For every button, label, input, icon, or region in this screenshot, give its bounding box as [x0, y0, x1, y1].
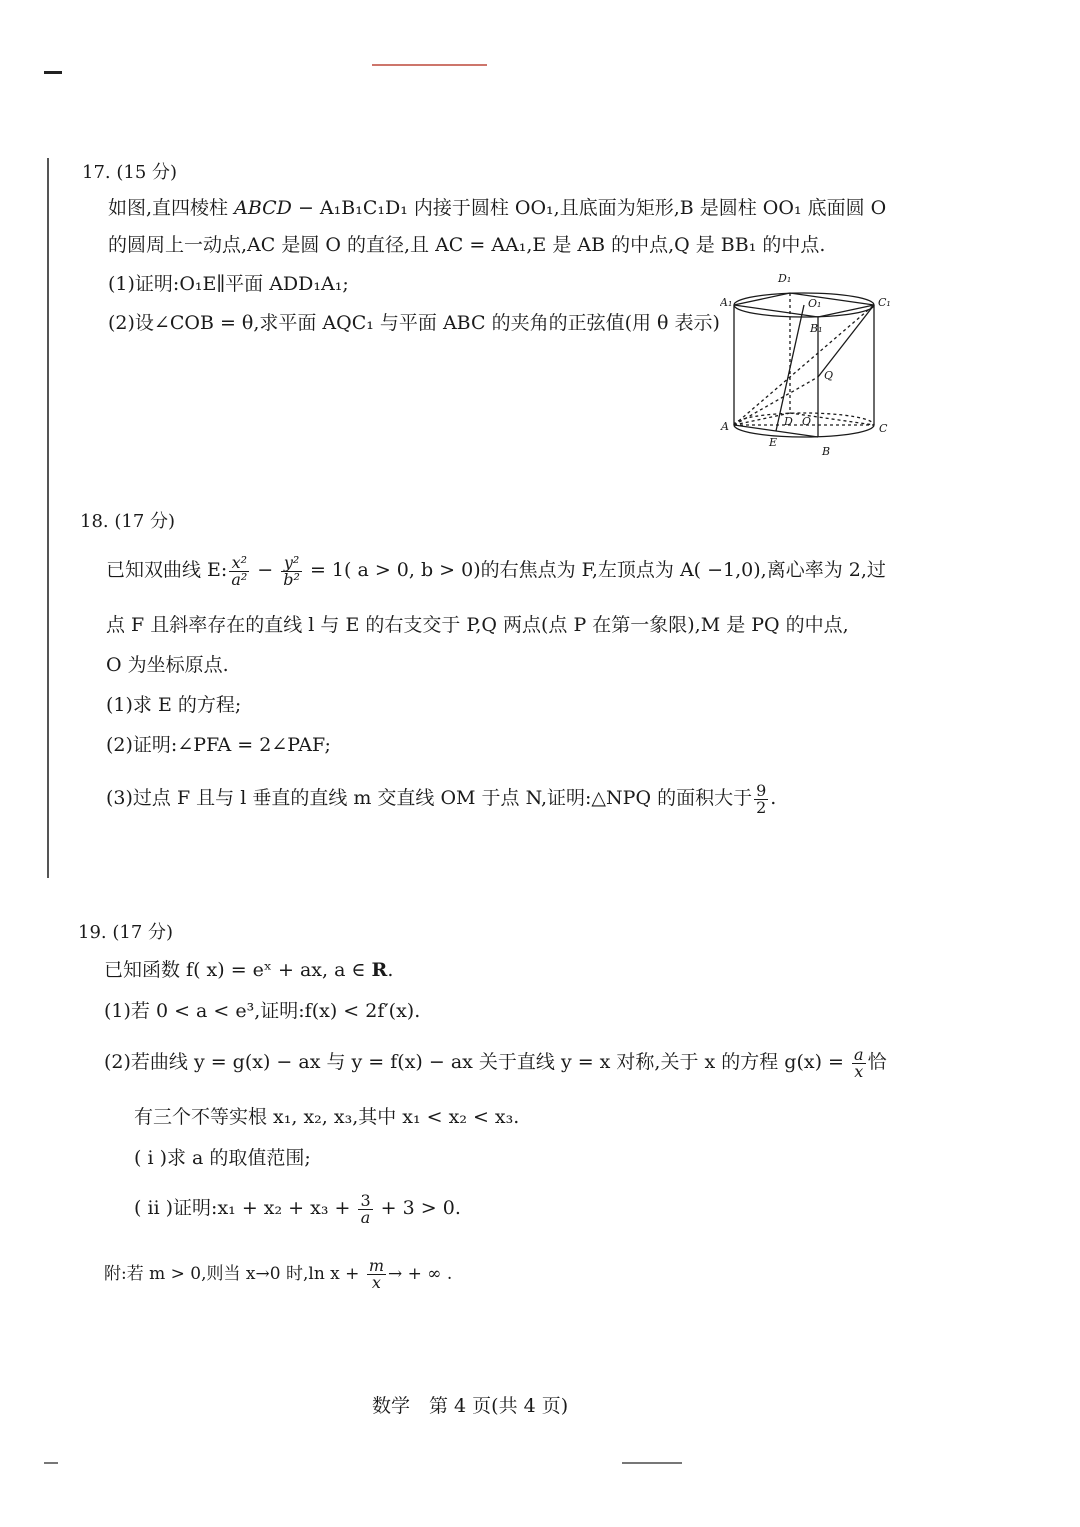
- q18-minus: −: [251, 559, 280, 581]
- frac4-den: x: [854, 1061, 864, 1081]
- fraction-x2-a2: [229, 552, 249, 589]
- cylinder-figure: [720, 268, 900, 463]
- q17-part-2: (2)设∠COB = θ,求平面 AQC₁ 与平面 ABC 的夹角的正弦值(用 θ 表示): [108, 312, 720, 334]
- frac5-den: a: [360, 1207, 371, 1227]
- scan-mark-left-bottom: [44, 1462, 58, 1464]
- fraction-3-a: [358, 1190, 372, 1227]
- q19-line-1-end: .: [387, 959, 394, 981]
- fig-label-c1: C₁: [878, 296, 891, 309]
- q19-note-end: → + ∞ .: [387, 1264, 453, 1284]
- fig-label-e: E: [769, 436, 778, 449]
- fig-label-d1: D₁: [778, 272, 792, 285]
- frac2-den: b²: [283, 569, 300, 589]
- fig-label-a1: A₁: [720, 296, 733, 309]
- line-a-c1: [734, 305, 874, 425]
- fig-label-o: O: [802, 415, 812, 428]
- q19-note-a: 附:若 m > 0,则当 x→0 时,ln x +: [104, 1264, 365, 1284]
- q19-part-2: [104, 1038, 887, 1086]
- q19-part-2-line-2: 有三个不等实根 x₁, x₂, x₃,其中 x₁ < x₂ < x₃.: [134, 1106, 520, 1128]
- frac6-den: x: [371, 1273, 381, 1292]
- fraction-y2-b2: [281, 552, 302, 589]
- q18-line-2: 点 F 且斜率存在的直线 l 与 E 的右支交于 P,Q 两点(点 P 在第一象限),M 是 PQ 的中点,: [106, 614, 849, 636]
- scan-mark-left-edge: [47, 158, 49, 878]
- q19-heading: 19. (17 分): [78, 922, 174, 943]
- fraction-9-2: [754, 780, 768, 817]
- q19-appendix-note: [104, 1250, 452, 1298]
- fig-label-o1: O₁: [808, 297, 822, 310]
- q17-part-1: (1)证明:O₁E∥平面 ADD₁A₁;: [108, 273, 349, 295]
- q18-line-1a: 已知双曲线 E:: [106, 559, 228, 581]
- q19-part-2a: (2)若曲线 y = g(x) − ax 与 y = f(x) − ax 关于直线 y = x 对称,关于 x 的方程 g(x) =: [104, 1051, 851, 1073]
- fraction-a-x: [852, 1044, 866, 1081]
- frac1-den: a²: [231, 569, 248, 589]
- q18-line-3: O 为坐标原点.: [106, 654, 229, 676]
- q18-part-2: (2)证明:∠PFA = 2∠PAF;: [106, 734, 331, 756]
- fig-label-b: B: [822, 445, 831, 458]
- q18-line-1b: = 1( a > 0, b > 0)的右焦点为 F,左顶点为 A( −1,0),离心率为 2,过: [303, 559, 886, 581]
- frac6-num: m: [368, 1256, 384, 1275]
- q19-part-2-ii-a: ( ⅱ )证明:x₁ + x₂ + x₃ +: [134, 1197, 357, 1219]
- fig-label-c: C: [879, 422, 888, 435]
- q18-part-1: (1)求 E 的方程;: [106, 694, 242, 716]
- fig-label-b1: B₁: [810, 322, 823, 335]
- q17-line-1a: 如图,直四棱柱: [108, 197, 235, 219]
- q17-heading: 17. (15 分): [82, 162, 178, 183]
- q17-line-1b: − A₁B₁C₁D₁ 内接于圆柱 OO₁,且底面为矩形,B 是圆柱 OO₁ 底面圆 O: [291, 197, 887, 219]
- frac2-num: y²: [281, 555, 302, 572]
- frac5-num: 3: [360, 1190, 371, 1210]
- red-scan-line: [372, 64, 487, 66]
- real-numbers-symbol: R: [371, 959, 388, 981]
- fig-label-q: Q: [824, 369, 834, 382]
- q18-line-1: [106, 548, 886, 592]
- q18-part-3: [106, 774, 776, 822]
- scan-mark-right-bottom: [622, 1462, 682, 1464]
- q19-part-2-end: 恰: [867, 1051, 887, 1073]
- page-footer: 数学 第 4 页(共 4 页): [372, 1395, 569, 1417]
- q19-part-2-i: ( ⅰ )求 a 的取值范围;: [134, 1147, 311, 1169]
- q19-part-2-ii-end: + 3 > 0.: [374, 1197, 461, 1219]
- frac4-num: a: [854, 1044, 864, 1064]
- frac3-num: 9: [756, 780, 767, 800]
- q18-part-3-end: .: [770, 787, 777, 809]
- q18-part-3a: (3)过点 F 且与 l 垂直的直线 m 交直线 OM 于点 N,证明:△NPQ 的面积大于: [106, 787, 753, 809]
- frac1-num: x²: [229, 555, 249, 572]
- q17-abcd: ABCD: [234, 197, 292, 219]
- q17-line-1: [108, 196, 886, 220]
- q19-line-1a: 已知函数 f( x) = eˣ + ax, a ∈: [104, 959, 372, 981]
- fig-label-a: A: [721, 420, 729, 433]
- fraction-m-x: [367, 1258, 386, 1291]
- frac3-den: 2: [756, 797, 767, 817]
- q19-part-1: (1)若 0 < a < e³,证明:f(x) < 2f′(x).: [104, 1000, 421, 1022]
- q17-line-2: 的圆周上一动点,AC 是圆 O 的直径,且 AC = AA₁,E 是 AB 的中点,Q 是 BB₁ 的中点.: [108, 234, 826, 256]
- scan-mark-left-top: [44, 71, 62, 74]
- q18-heading: 18. (17 分): [80, 511, 176, 532]
- fig-label-d: D: [784, 415, 793, 428]
- q19-part-2-ii: [134, 1184, 461, 1232]
- q19-line-1: [104, 958, 393, 982]
